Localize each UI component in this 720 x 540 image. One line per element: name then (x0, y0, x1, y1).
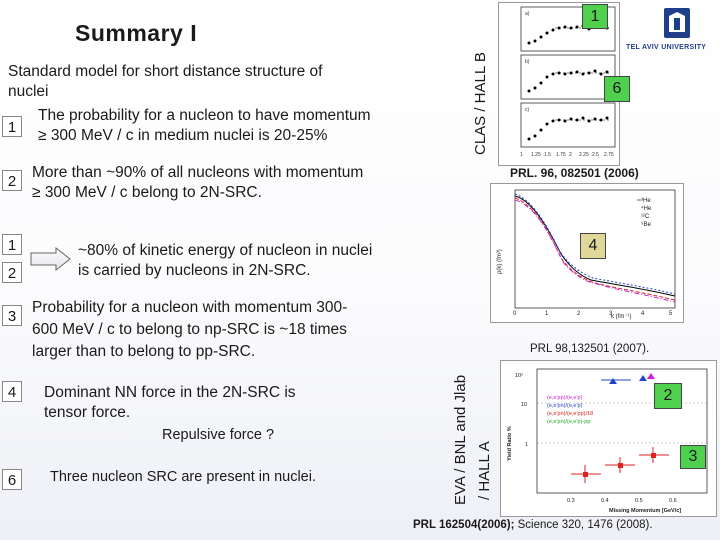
plot2-tick-2: 2 (577, 311, 581, 317)
panel-label-b: b) (525, 59, 530, 65)
item-number-1b: 1 (2, 234, 22, 255)
item-number-3: 3 (2, 305, 22, 326)
item-3-line-1: Probability for a nucleon with momentum 300- (32, 299, 348, 316)
clas-hall-b-label: CLAS / HALL B (472, 52, 489, 155)
intro-line-1: Standard model for short distance structure of (8, 63, 323, 80)
legend-c12: ¹²C (641, 214, 650, 220)
intro-line-2: nuclei (8, 83, 49, 100)
plot3-legend-3: (e,e'pn)/(e,e'p)-pp (547, 419, 591, 425)
tick-x-3: 1.75 (556, 152, 566, 158)
legend-be9: ⁹Be (641, 222, 651, 228)
item-4-line-2: tensor force. (44, 404, 131, 421)
item-2-line-2: ≥ 300 MeV / c belong to 2N-SRC. (32, 184, 262, 201)
item-number-2: 2 (2, 170, 22, 191)
badge-3: 3 (680, 445, 706, 469)
plot2-xlabel: k (fm⁻¹) (611, 314, 632, 320)
reference-prl-98: PRL 98,132501 (2007). (530, 343, 650, 355)
tick-x-5: 2.25 (579, 152, 589, 158)
tel-aviv-university-logo (648, 6, 706, 46)
tick-x-1: 1.25 (531, 152, 541, 158)
plot2-ylabel: ρ(k) (fm³) (497, 249, 503, 274)
reference-prl-162504 (413, 519, 653, 531)
plot2-tick-4: 4 (641, 311, 645, 317)
logo-text: TEL AVIV UNIVERSITY (626, 44, 707, 51)
plot3-xtick-3: 0.6 (669, 498, 677, 504)
reference-prl-96: PRL. 96, 082501 (2006) (510, 166, 639, 180)
badge-4: 4 (580, 233, 606, 259)
repulsive-force-note: Repulsive force ? (162, 427, 275, 443)
item-number-6: 6 (2, 469, 22, 490)
plot3-legend-2: (e,e'pn)/(e,e'pp)/18 (547, 411, 594, 417)
item-3-line-2: 600 MeV / c to belong to np-SRC is ~18 times (32, 321, 347, 338)
tick-x-7: 2.75 (604, 152, 614, 158)
plot2-tick-1: 1 (545, 311, 549, 317)
yield-ratio-figure (500, 360, 717, 517)
item-number-4: 4 (2, 381, 22, 402)
tick-x-4: 2 (569, 152, 572, 158)
item-2-line-1: More than ~90% of all nucleons with momentum (32, 164, 364, 181)
item-1-line-2: ≥ 300 MeV / c in medium nuclei is 20-25% (38, 127, 328, 144)
plot3-ytick-1: 10 (521, 402, 528, 408)
page-title: Summary I (75, 20, 198, 46)
plot2-tick-3: 3 (609, 311, 613, 317)
plot3-legend-1: (e,e'pn)/(e,e'p) (547, 403, 583, 409)
tick-x-2: 1.5 (544, 152, 551, 158)
eva-bnl-jlab-label: EVA / BNL and Jlab (452, 374, 469, 505)
plot3-xtick-2: 0.5 (635, 498, 643, 504)
plot3-ylabel: Yield Ratio % (507, 426, 513, 461)
plot3-xlabel: Missing Momentum [GeV/c] (609, 508, 682, 514)
badge-2: 2 (654, 383, 682, 409)
reference-science-320: Science 320, 1476 (2008). (514, 519, 653, 531)
panel-label-a: a) (525, 11, 530, 17)
plot2-tick-0: 0 (513, 311, 517, 317)
legend-he4: ⁴He (641, 206, 652, 212)
item-3-line-3: larger than to belong to pp-SRC. (32, 343, 256, 360)
item-1b-line-2: is carried by nucleons in 2N-SRC. (78, 262, 311, 279)
yield-ratio-plot (501, 361, 716, 516)
badge-6: 6 (604, 76, 630, 102)
reference-prl-162504-bold: PRL 162504(2006); (413, 519, 515, 531)
item-number-2b: 2 (2, 262, 22, 283)
item-1-line-1: The probability for a nucleon to have momentum (38, 107, 371, 124)
item-4-line-1: Dominant NN force in the 2N-SRC is (44, 384, 296, 401)
plot3-xtick-0: 0.3 (567, 498, 575, 504)
item-6-line-1: Three nucleon SRC are present in nuclei. (50, 469, 316, 485)
arrow-right-icon (30, 247, 72, 271)
plot3-xtick-1: 0.4 (601, 498, 609, 504)
tick-x-6: 2.5 (592, 152, 599, 158)
plot3-ytick-0: 10² (515, 373, 523, 379)
tick-x-0: 1 (520, 152, 523, 158)
legend-he3: ³He (641, 198, 651, 204)
item-1b-line-1: ~80% of kinetic energy of nucleon in nuclei (78, 242, 373, 259)
plot2-tick-5: 5 (669, 311, 673, 317)
hall-a-label: / HALL A (476, 441, 493, 500)
item-number-1: 1 (2, 116, 22, 137)
badge-1: 1 (582, 4, 608, 29)
panel-label-c: c) (525, 107, 530, 113)
plot3-ytick-2: 1 (525, 442, 529, 448)
plot3-legend-0: (e,e'pp)/(e,e'p) (547, 395, 583, 401)
